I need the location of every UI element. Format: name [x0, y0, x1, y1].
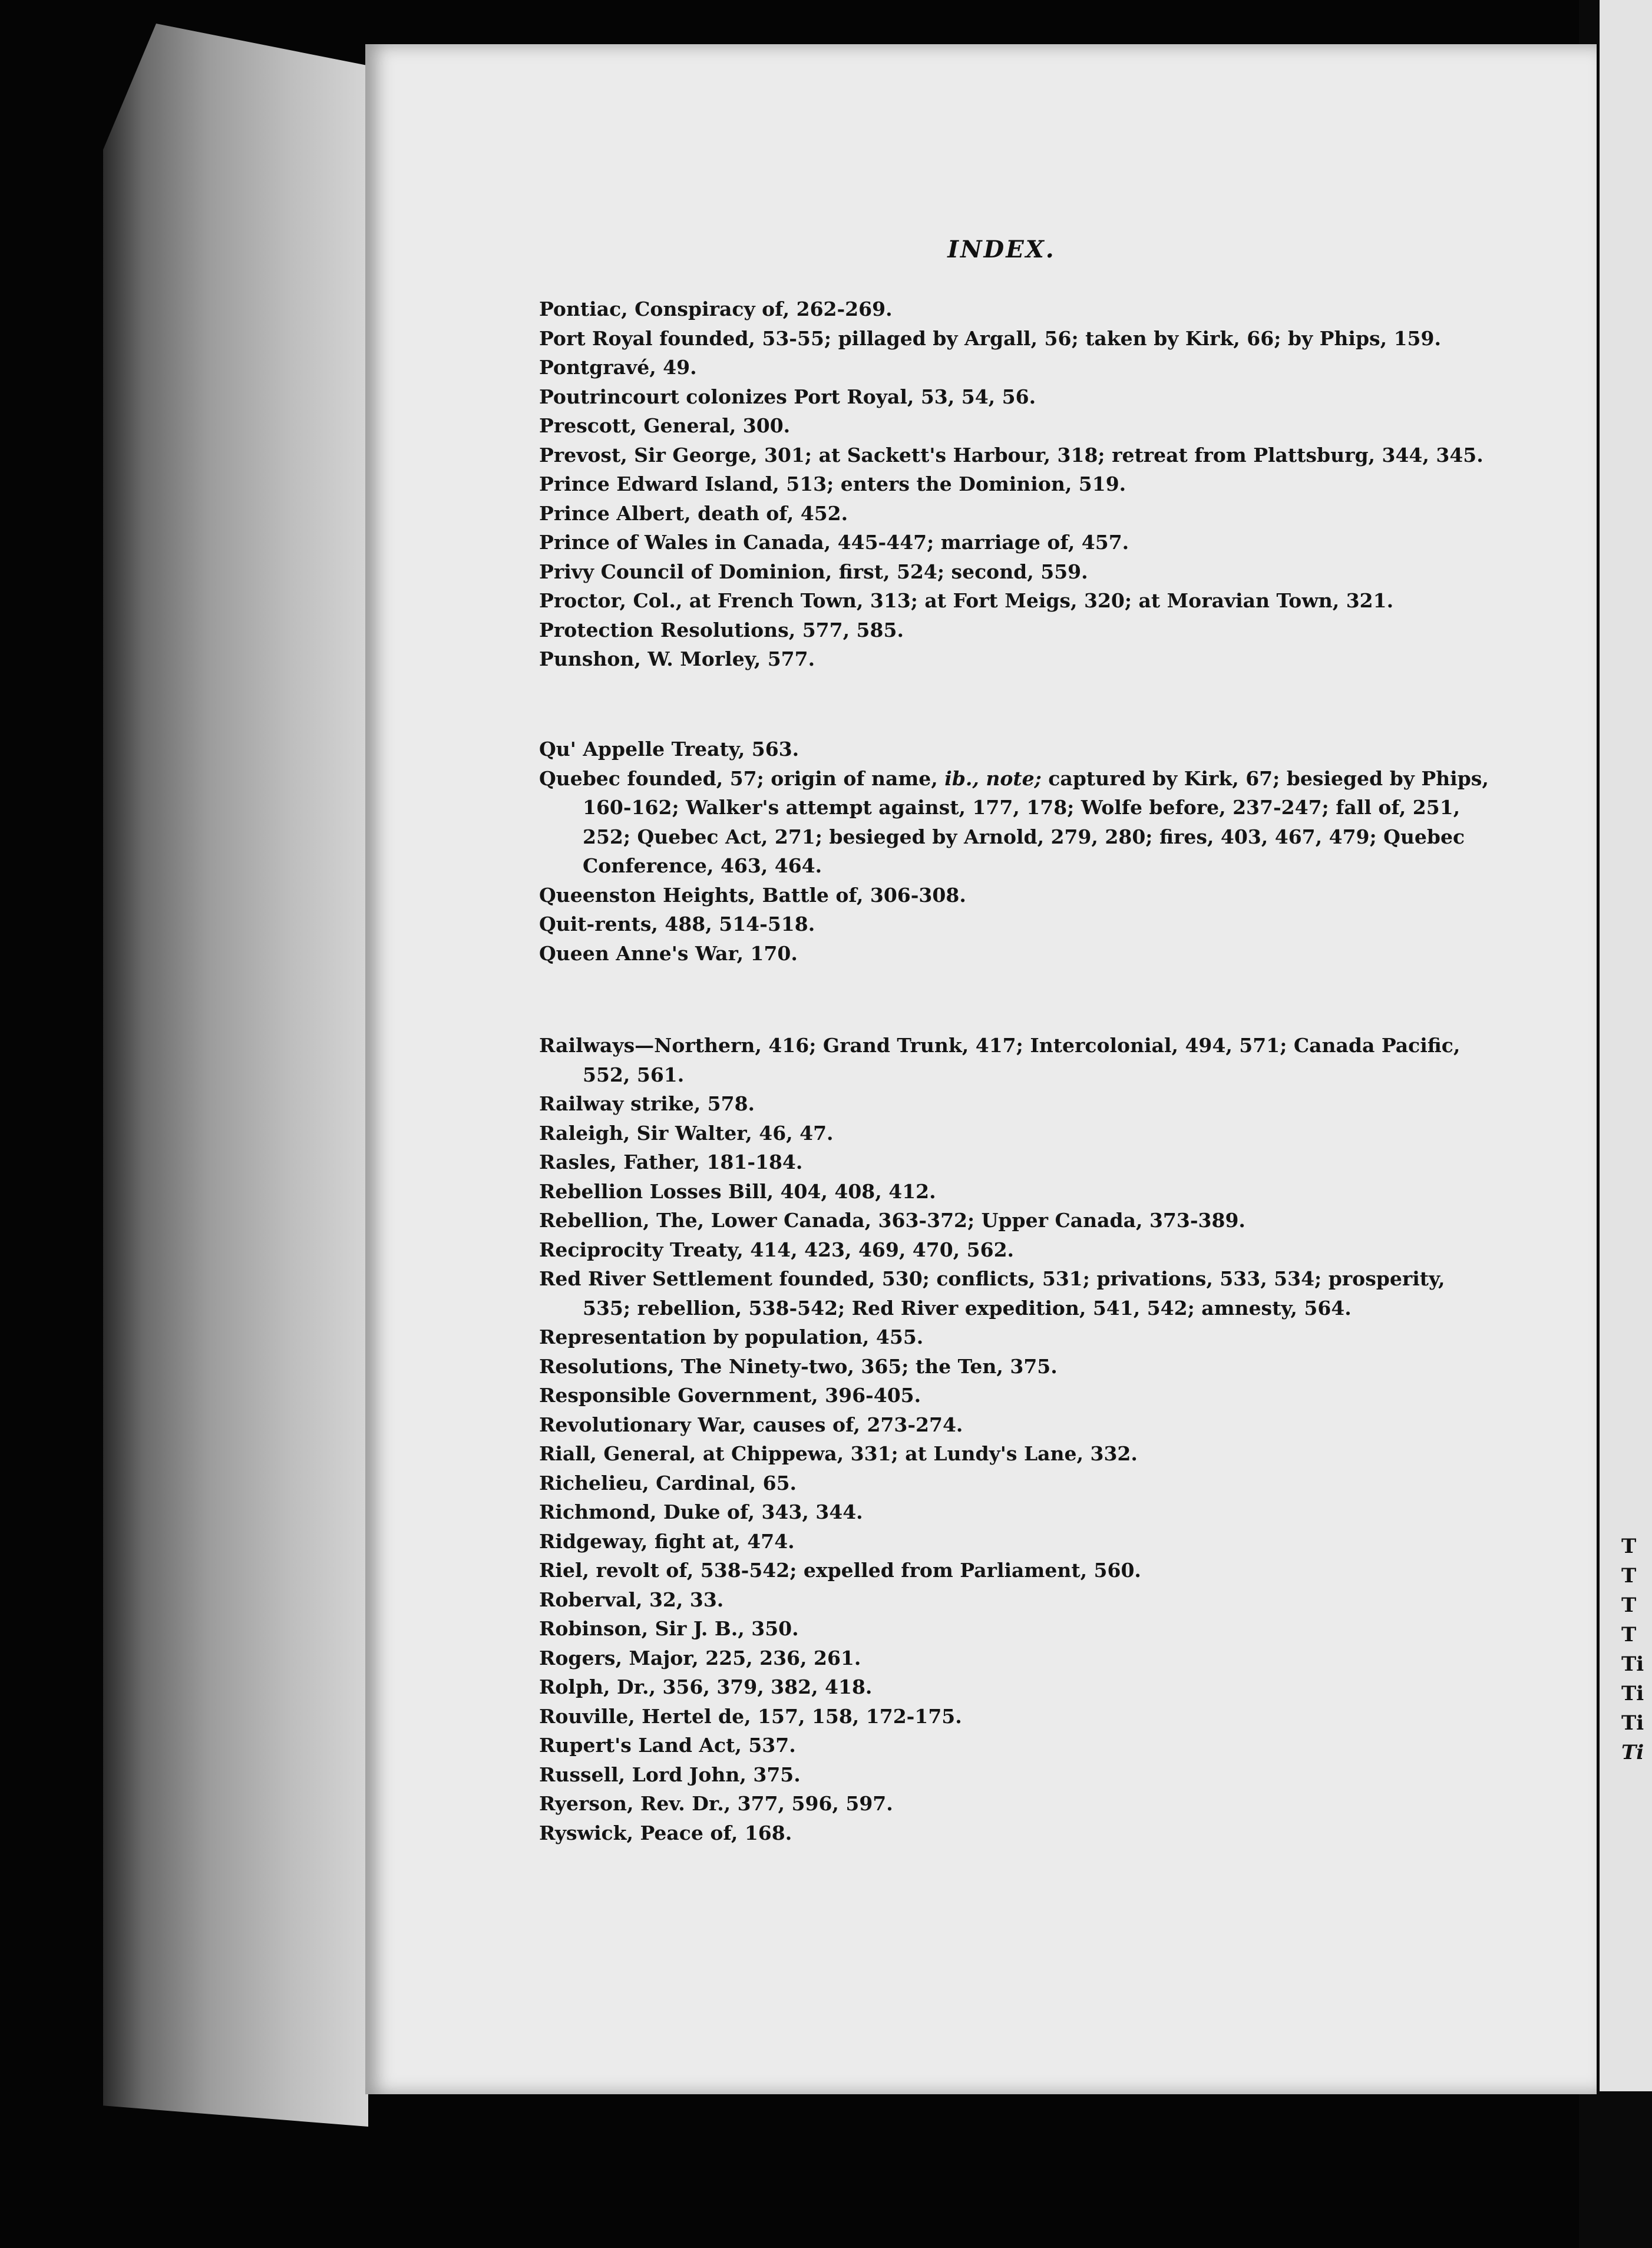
- index-entry: Ryswick, Peace of, 168.: [539, 1821, 792, 1844]
- index-entry: Rolph, Dr., 356, 379, 382, 418.: [539, 1675, 873, 1698]
- index-entry: Red River Settlement founded, 530; conflicts, 531; privations, 533, 534; prosperity, 535; rebellion, 538-542; Red River expedition, 541, 542; amnesty, 564.: [539, 1267, 1445, 1320]
- index-entry: Port Royal founded, 53-55; pillaged by Argall, 56; taken by Kirk, 66; by Phips, 159.: [539, 326, 1441, 350]
- adjacent-page: [1600, 0, 1652, 2091]
- adjacent-letter: Ti: [1621, 1652, 1644, 1676]
- index-entry: Proctor, Col., at French Town, 313; at Fort Meigs, 320; at Moravian Town, 321.: [539, 589, 1394, 612]
- adjacent-letter: Ti: [1621, 1711, 1644, 1735]
- index-entry: Privy Council of Dominion, first, 524; second, 559.: [539, 560, 1088, 583]
- index-entry: Queenston Heights, Battle of, 306-308.: [539, 883, 966, 907]
- adjacent-letter: T: [1621, 1594, 1637, 1617]
- index-entry: Reciprocity Treaty, 414, 423, 469, 470, 562.: [539, 1238, 1015, 1261]
- adjacent-letter: Ti: [1621, 1682, 1644, 1705]
- index-entry: Queen Anne's War, 170.: [539, 941, 798, 965]
- index-entry: Riall, General, at Chippewa, 331; at Lundy's Lane, 332.: [539, 1442, 1138, 1465]
- index-entry: Riel, revolt of, 538-542; expelled from Parliament, 560.: [539, 1559, 1141, 1582]
- index-entry: Railway strike, 578.: [539, 1092, 755, 1115]
- index-entry: Rupert's Land Act, 537.: [539, 1734, 796, 1757]
- index-entry: Poutrincourt colonizes Port Royal, 53, 54, 56.: [539, 385, 1036, 408]
- index-entry: Raleigh, Sir Walter, 46, 47.: [539, 1121, 834, 1145]
- index-group-q: [539, 735, 1499, 968]
- index-entry: Roberval, 32, 33.: [539, 1588, 724, 1611]
- adjacent-letter: T: [1621, 1564, 1637, 1588]
- adjacent-letter: Ti: [1621, 1741, 1644, 1764]
- quebec-entry-rest: captured by Kirk, 67; besieged by Phips, 160-162; Walker's attempt against, 177, 178; Wolfe before, 237-247; fall of, 251, 252; Quebec Act, 271; besieged by Arnold, 279, 280; fires, 403, 467, 479; Quebec Conference, 463, 464.: [583, 766, 1489, 877]
- index-entry: Pontiac, Conspiracy of, 262-269.: [539, 297, 893, 320]
- index-group-p: [539, 295, 1499, 674]
- index-entry: Richmond, Duke of, 343, 344.: [539, 1500, 863, 1523]
- adjacent-page-letters: [1621, 1532, 1652, 1767]
- index-entry: Prince Albert, death of, 452.: [539, 501, 848, 525]
- index-entry: Rogers, Major, 225, 236, 261.: [539, 1646, 861, 1670]
- index-entry: Responsible Government, 396-405.: [539, 1384, 921, 1407]
- index-entry: Prescott, General, 300.: [539, 414, 791, 437]
- index-entry: Railways—Northern, 416; Grand Trunk, 417; Intercolonial, 494, 571; Canada Pacific, 552, 561.: [539, 1034, 1461, 1086]
- index-entry: Punshon, W. Morley, 577.: [539, 647, 815, 670]
- index-entry: Richelieu, Cardinal, 65.: [539, 1471, 797, 1495]
- index-entry: Quit-rents, 488, 514-518.: [539, 913, 815, 935]
- index-entry: Ridgeway, fight at, 474.: [539, 1529, 795, 1553]
- index-entry: Qu' Appelle Treaty, 563.: [539, 738, 799, 761]
- running-head: INDEX.: [947, 236, 1056, 263]
- index-entry: Prince Edward Island, 513; enters the Dominion, 519.: [539, 472, 1126, 495]
- adjacent-letter: T: [1621, 1535, 1637, 1558]
- book-page-edges: [103, 24, 368, 2127]
- index-entry: Rebellion, The, Lower Canada, 363-372; Upper Canada, 373-389.: [539, 1209, 1245, 1232]
- quebec-entry-italic: ib., note;: [944, 766, 1042, 790]
- index-entry: Prince of Wales in Canada, 445-447; marriage of, 457.: [539, 531, 1129, 554]
- index-entry: Ryerson, Rev. Dr., 377, 596, 597.: [539, 1792, 893, 1815]
- index-entry-quebec: [539, 764, 1499, 881]
- index-entry: Protection Resolutions, 577, 585.: [539, 618, 904, 642]
- index-entry: Rouville, Hertel de, 157, 158, 172-175.: [539, 1704, 962, 1728]
- adjacent-letter: T: [1621, 1623, 1637, 1647]
- index-entry: Rasles, Father, 181-184.: [539, 1151, 803, 1173]
- index-entry: Rebellion Losses Bill, 404, 408, 412.: [539, 1179, 936, 1203]
- index-group-r: [539, 1031, 1499, 1847]
- quebec-entry-start: Quebec founded, 57; origin of name,: [539, 766, 945, 790]
- index-entry: Pontgravé, 49.: [539, 356, 697, 379]
- index-entry: Prevost, Sir George, 301; at Sackett's Harbour, 318; retreat from Plattsburg, 344, 345.: [539, 443, 1484, 467]
- index-entry: Russell, Lord John, 375.: [539, 1763, 801, 1786]
- index-entry: Resolutions, The Ninety-two, 365; the Ten, 375.: [539, 1354, 1058, 1378]
- index-entry: Revolutionary War, causes of, 273-274.: [539, 1413, 963, 1436]
- index-entry: Robinson, Sir J. B., 350.: [539, 1617, 799, 1640]
- index-entry: Representation by population, 455.: [539, 1325, 924, 1348]
